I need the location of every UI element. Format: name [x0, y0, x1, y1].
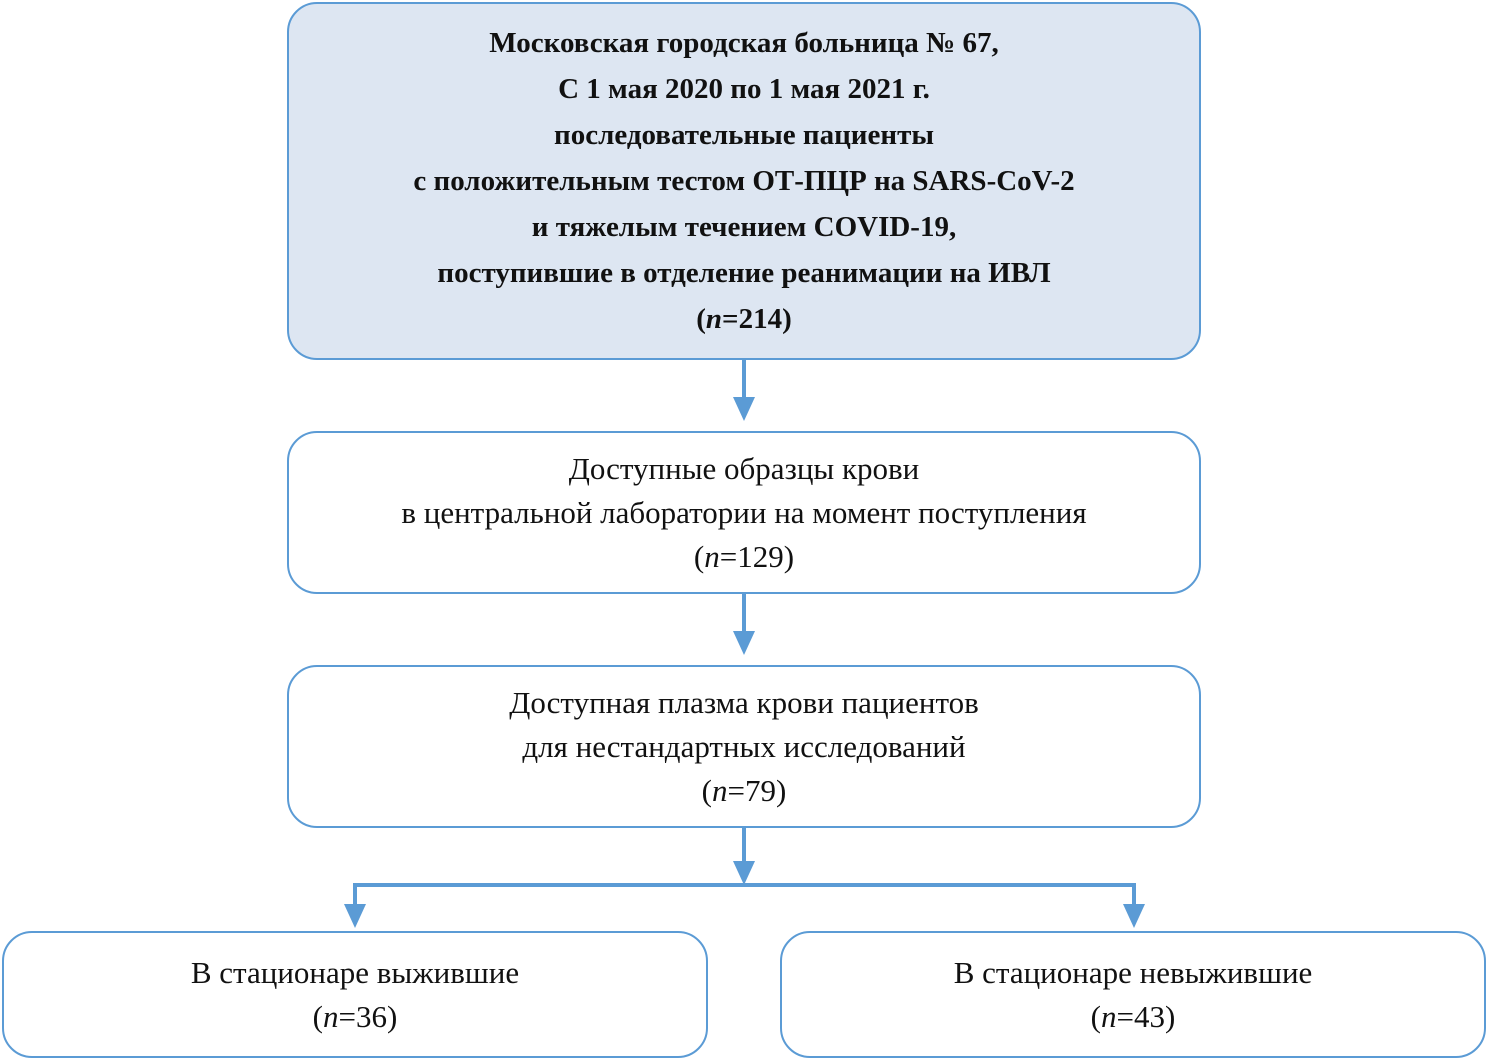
deceased-box — [780, 931, 1486, 1058]
cohort-line-5: и тяжелым течением COVID-19, — [531, 211, 957, 243]
plasma-count-value: 79 — [744, 772, 776, 808]
plasma-count-symbol: n — [712, 772, 728, 808]
blood-samples-line-2: в центральной лаборатории на момент поступления — [401, 494, 1087, 530]
survivors-box — [2, 931, 708, 1058]
plasma-box — [287, 665, 1201, 828]
arrowhead-to-deceased — [1123, 904, 1145, 928]
cohort-line-3: последовательные пациенты — [554, 119, 934, 151]
cohort-count: (n=214) — [696, 303, 792, 335]
cohort-line-1: Московская городская больница № 67, — [489, 27, 999, 59]
cohort-line-2: С 1 мая 2020 по 1 мая 2021 г. — [558, 73, 930, 105]
arrowhead-plasma-to-split — [733, 861, 755, 885]
survivors-count-value: 36 — [355, 998, 387, 1034]
arrowhead-to-survivors — [344, 904, 366, 928]
cohort-count-symbol: n — [705, 303, 723, 335]
arrowhead-top-to-blood — [733, 397, 755, 421]
survivors-count-symbol: n — [323, 998, 339, 1034]
plasma-line-1: Доступная плазма крови пациентов — [509, 684, 979, 720]
blood-samples-box — [287, 431, 1201, 594]
cohort-line-4: с положительным тестом ОТ-ПЦР на SARS-CoV-2 — [413, 165, 1075, 197]
survivors-line-1: В стационаре выжившие — [190, 954, 520, 990]
deceased-count-symbol: n — [1101, 998, 1117, 1034]
survivors-count: (n=36) — [312, 998, 398, 1034]
blood-samples-line-1: Доступные образцы крови — [568, 450, 920, 486]
split-connector-line — [355, 885, 1134, 906]
blood-samples-count-symbol: n — [704, 538, 720, 574]
cohort-box — [287, 2, 1201, 360]
cohort-count-value: 214 — [738, 303, 783, 335]
cohort-line-6: поступившие в отделение реанимации на ИВЛ — [437, 257, 1051, 289]
plasma-line-2: для нестандартных исследований — [522, 728, 966, 764]
arrowhead-blood-to-plasma — [733, 631, 755, 655]
plasma-count: (n=79) — [701, 772, 787, 808]
deceased-count-value: 43 — [1133, 998, 1165, 1034]
blood-samples-count: (n=129) — [693, 538, 795, 574]
blood-samples-count-value: 129 — [737, 538, 784, 574]
deceased-line-1: В стационаре невыжившие — [953, 954, 1313, 990]
deceased-count: (n=43) — [1090, 998, 1176, 1034]
